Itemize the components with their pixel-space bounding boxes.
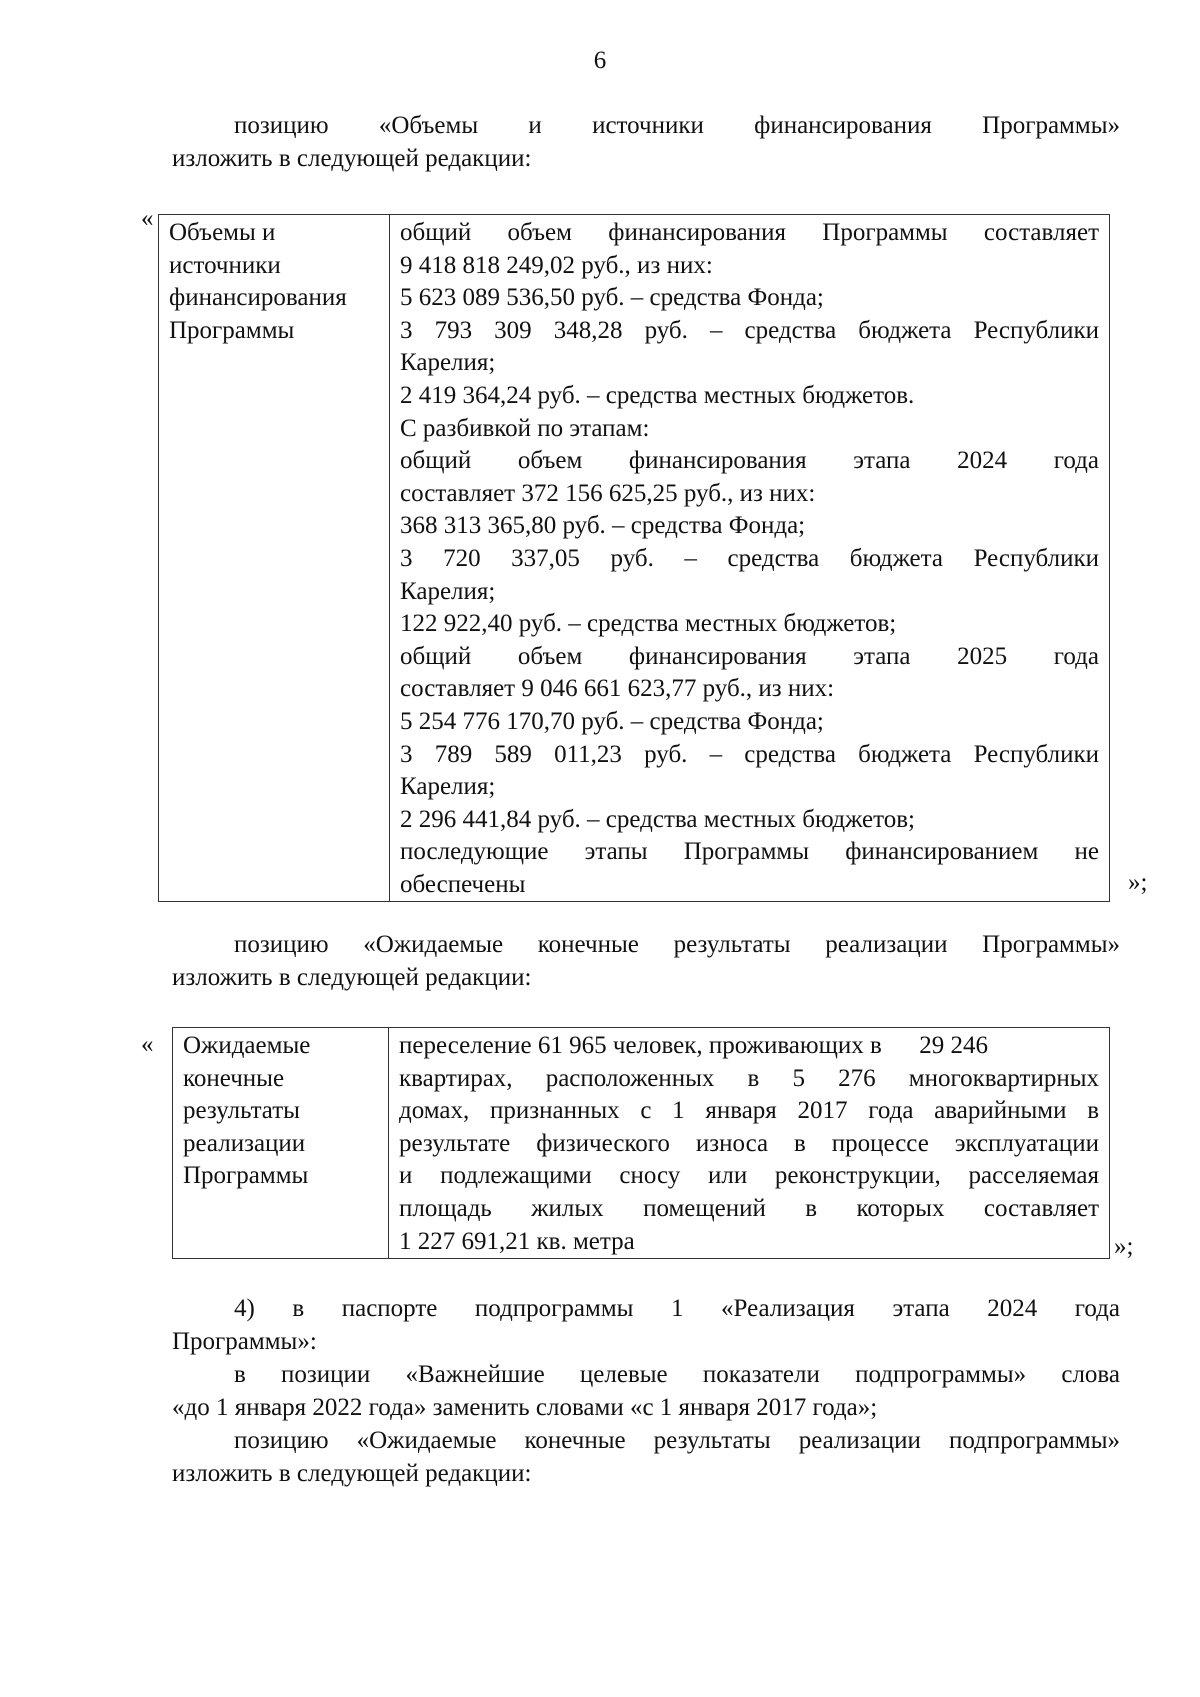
value-line: 2 419 364,24 руб. – средства местных бюджетов.	[400, 381, 915, 409]
value-line: переселение 61 965 человек, проживающих в 29 246	[399, 1032, 989, 1059]
table-row	[159, 215, 1110, 902]
label-line: результаты	[183, 1097, 300, 1125]
value-line: 1 227 691,21 кв. метра	[399, 1227, 635, 1255]
value-line: домах, признанных с 1 января 2017 года аварийными в	[399, 1097, 1099, 1125]
value-line: С разбивкой по этапам:	[400, 414, 650, 442]
value-line: 3 789 589 011,23 руб. – средства бюджета Республики	[400, 740, 1099, 768]
value-line: составляет 9 046 661 623,77 руб., из них:	[400, 675, 835, 703]
paragraph-line: в позиции «Важнейшие целевые показатели подпрограммы» слова	[234, 1361, 1120, 1388]
label-line: Ожидаемые	[183, 1032, 311, 1059]
paragraph-line: позицию «Ожидаемые конечные результаты реализации подпрограммы»	[234, 1427, 1120, 1454]
value-line: 5 623 089 536,50 руб. – средства Фонда;	[400, 284, 824, 312]
label-line: Программы	[169, 316, 295, 344]
value-line: общий объем финансирования Программы составляет	[400, 219, 1099, 246]
label-cell	[159, 215, 390, 902]
label-line: реализации	[183, 1129, 306, 1157]
label-line: конечные	[183, 1064, 285, 1092]
value-line: 122 922,40 руб. – средства местных бюджетов;	[400, 610, 897, 638]
value-line: квартирах, расположенных в 5 276 многоквартирных	[399, 1064, 1099, 1092]
paragraph-line: изложить в следующей редакции:	[172, 145, 532, 172]
value-cell	[389, 1028, 1110, 1259]
paragraph-line: позицию «Объемы и источники финансирования Программы»	[234, 112, 1120, 139]
close-quote-mark: »;	[1128, 869, 1148, 896]
value-line: 2 296 441,84 руб. – средства местных бюджетов;	[400, 805, 915, 833]
value-line: общий объем финансирования этапа 2024 года	[400, 447, 1099, 475]
value-line: составляет 372 156 625,25 руб., из них:	[400, 479, 816, 507]
page-number: 6	[593, 47, 607, 74]
value-line: 368 313 365,80 руб. – средства Фонда;	[400, 512, 806, 540]
value-line: площадь жилых помещений в которых составляет	[399, 1194, 1099, 1222]
open-quote-mark: «	[141, 205, 154, 232]
value-line: 3 720 337,05 руб. – средства бюджета Республики	[400, 544, 1099, 572]
value-line: результате физического износа в процессе эксплуатации	[399, 1129, 1099, 1157]
value-cell	[390, 215, 1110, 902]
value-line: общий объем финансирования этапа 2025 года	[400, 642, 1099, 670]
value-line: обеспечены	[400, 870, 526, 898]
results-table	[172, 1027, 1110, 1259]
paragraph-line: «до 1 января 2022 года» заменить словами «с 1 января 2017 года»;	[172, 1394, 878, 1421]
value-line: 5 254 776 170,70 руб. – средства Фонда;	[400, 707, 824, 735]
paragraph-line: изложить в следующей редакции:	[172, 964, 532, 991]
label-cell	[173, 1028, 389, 1259]
value-line: Карелия;	[400, 577, 496, 605]
value-line: 3 793 309 348,28 руб. – средства бюджета Республики	[400, 316, 1099, 344]
paragraph-line: 4) в паспорте подпрограммы 1 «Реализация этапа 2024 года	[234, 1295, 1120, 1322]
value-line: Карелия;	[400, 349, 496, 377]
value-line: 9 418 818 249,02 руб., из них:	[400, 251, 713, 279]
paragraph-line: Программы»:	[172, 1328, 317, 1355]
financing-table	[158, 214, 1110, 902]
label-line: финансирования	[169, 284, 347, 312]
open-quote-mark: «	[141, 1031, 154, 1058]
paragraph-line: позицию «Ожидаемые конечные результаты реализации Программы»	[234, 931, 1120, 958]
value-line: и подлежащими сносу или реконструкции, расселяемая	[399, 1162, 1099, 1190]
intro-paragraph-1	[172, 109, 1120, 175]
table-row	[173, 1028, 1110, 1259]
label-line: Объемы и	[169, 219, 276, 246]
label-line: Программы	[183, 1162, 309, 1190]
section-4-paragraph	[172, 1292, 1120, 1490]
value-line: Карелия;	[400, 773, 496, 801]
close-quote-mark: »;	[1114, 1233, 1134, 1260]
value-line: последующие этапы Программы финансированием не	[400, 838, 1099, 866]
paragraph-line: изложить в следующей редакции:	[172, 1460, 532, 1487]
label-line: источники	[169, 251, 281, 279]
intro-paragraph-2	[172, 928, 1120, 994]
